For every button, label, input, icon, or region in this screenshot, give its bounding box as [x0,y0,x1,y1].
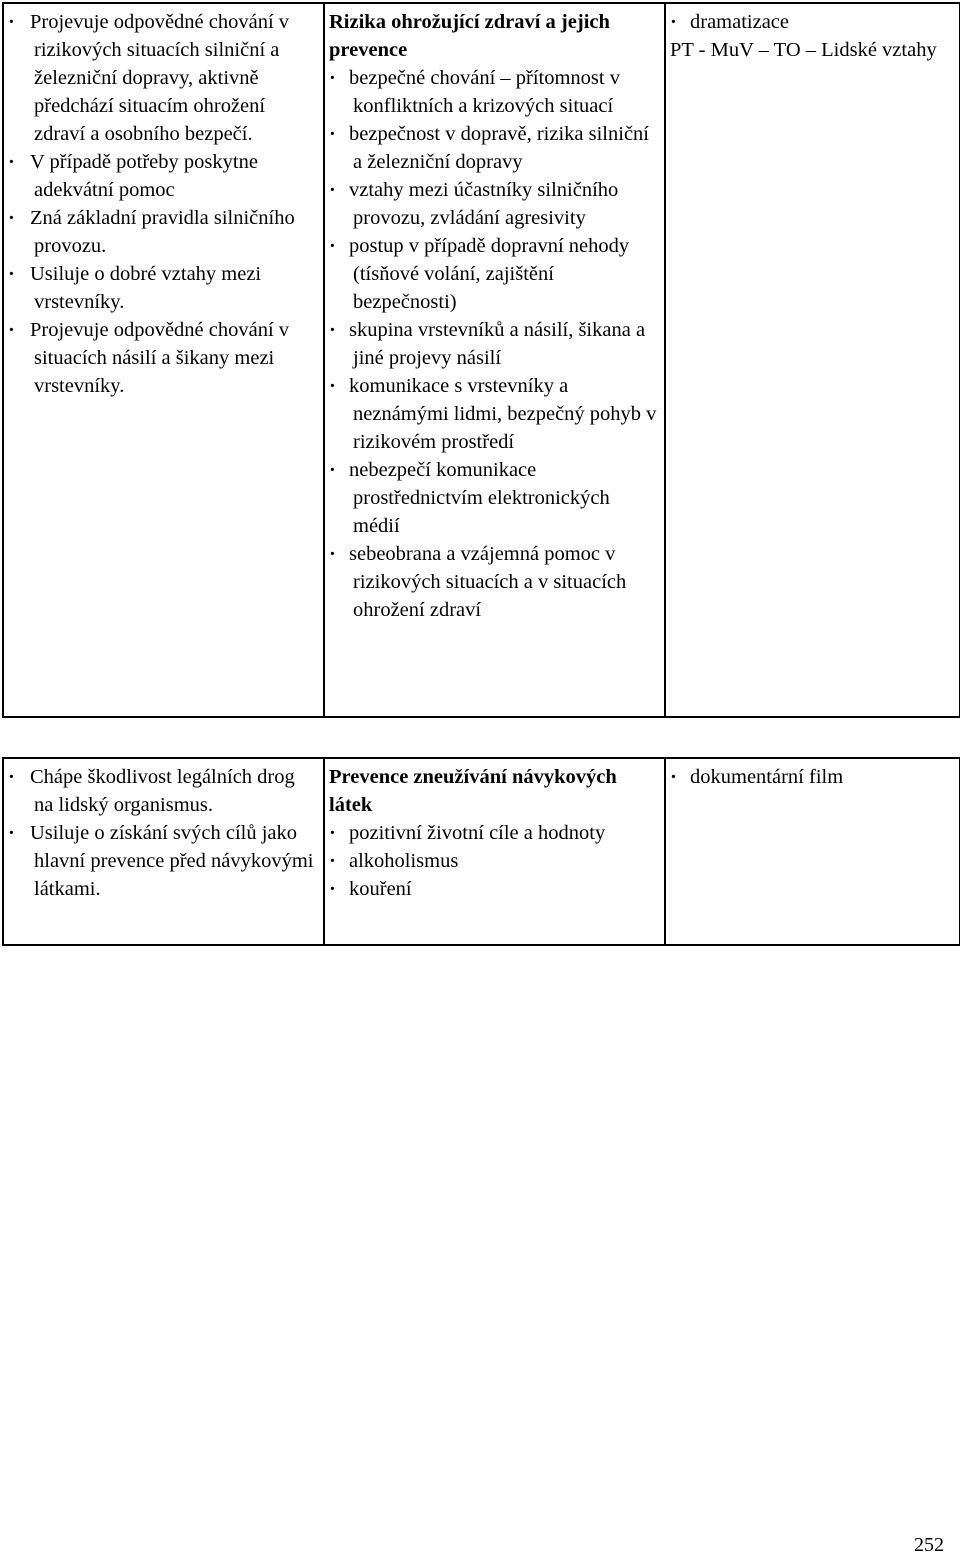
list-item: · alkoholismus [329,847,660,875]
list-item: · bezpečné chování – přítomnost v konfliktních a krizových situací [329,64,660,120]
curriculum-table-section-1 [2,2,960,718]
content-cell [324,3,665,717]
list-item: · dramatizace [670,8,955,36]
content-heading: Rizika ohrožující zdraví a jejich prevence [329,11,610,61]
content-cell [324,758,665,945]
page-number: 252 [914,1534,944,1556]
list-item: · Usiluje o získání svých cílů jako hlavní prevence před návykovými látkami. [8,819,319,903]
methods-cell [665,3,960,717]
cross-curricular-topic: PT - MuV – TO – Lidské vztahy [670,39,937,61]
list-item: · Projevuje odpovědné chování v rizikových situacích silniční a železniční dopravy, aktivně předchází situacím ohrožení zdraví a osobního bezpečí. [8,8,319,148]
outcomes-cell [3,758,324,945]
outcomes-list [8,8,319,400]
list-item: · Chápe škodlivost legálních drog na lidský organismus. [8,763,319,819]
list-item: · skupina vrstevníků a násilí, šikana a jiné projevy násilí [329,316,660,372]
list-item: · Usiluje o dobré vztahy mezi vrstevníky. [8,260,319,316]
table-row [3,758,960,945]
methods-cell [665,758,960,945]
list-item: · dokumentární film [670,763,955,791]
list-item: · vztahy mezi účastníky silničního provozu, zvládání agresivity [329,176,660,232]
outcomes-list [8,763,319,903]
list-item: · V případě potřeby poskytne adekvátní pomoc [8,148,319,204]
list-item: · bezpečnost v dopravě, rizika silniční a železniční dopravy [329,120,660,176]
list-item: · postup v případě dopravní nehody (tísňové volání, zajištění bezpečnosti) [329,232,660,316]
list-item: · nebezpečí komunikace prostřednictvím elektronických médií [329,456,660,540]
methods-list [670,8,955,36]
curriculum-table-section-2 [2,757,960,946]
content-list [329,64,660,624]
list-item: · pozitivní životní cíle a hodnoty [329,819,660,847]
outcomes-cell [3,3,324,717]
table-row [3,3,960,717]
list-item: · Projevuje odpovědné chování v situacích násilí a šikany mezi vrstevníky. [8,316,319,400]
list-item: · Zná základní pravidla silničního provozu. [8,204,319,260]
content-list [329,819,660,903]
content-heading: Prevence zneužívání návykových látek [329,766,617,816]
methods-list [670,763,955,791]
list-item: · kouření [329,875,660,903]
list-item: · komunikace s vrstevníky a neznámými lidmi, bezpečný pohyb v rizikovém prostředí [329,372,660,456]
list-item: · sebeobrana a vzájemná pomoc v rizikových situacích a v situacích ohrožení zdraví [329,540,660,624]
